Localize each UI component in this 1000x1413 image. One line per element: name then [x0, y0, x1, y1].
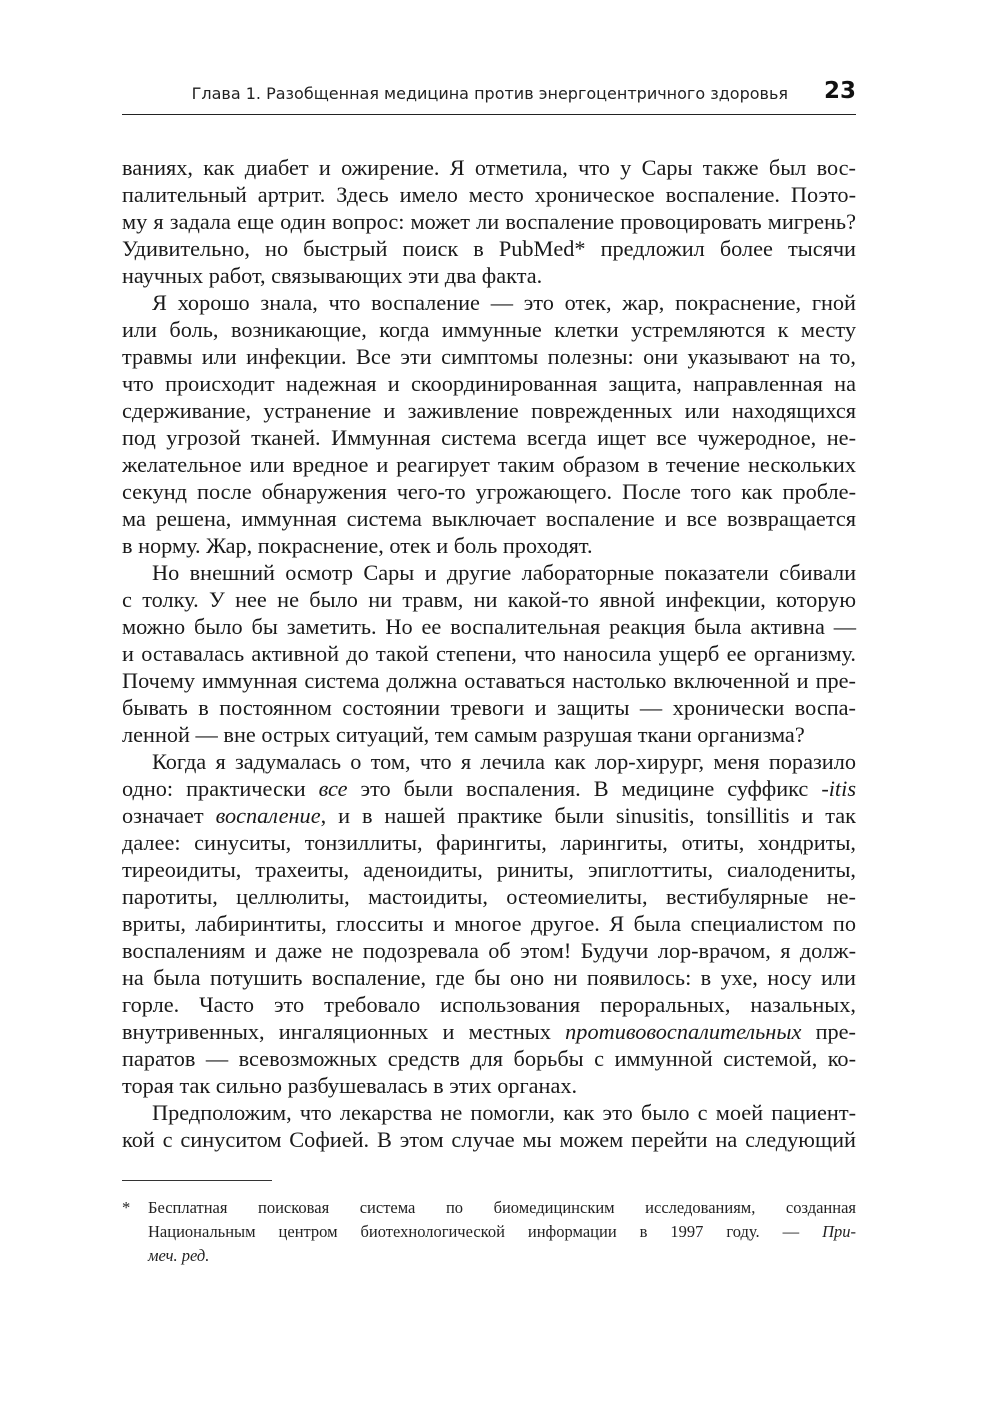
text-run: Бесплатная поисковая система по биомедицинским исследованиям, созданная: [148, 1198, 856, 1217]
text-run: ваниях, как диабет и ожирение. Я отметила, что у Сары также был вос-: [122, 155, 856, 180]
text-line: [122, 964, 856, 991]
italic-run: противовоспалительных: [565, 1019, 802, 1044]
text-line: [122, 937, 856, 964]
text-line: [122, 289, 856, 316]
text-line: [122, 235, 856, 262]
text-line: [122, 694, 856, 721]
text-line: [122, 748, 856, 775]
text-run: Но внешний осмотр Сары и другие лабораторные показатели сбивали: [152, 560, 856, 585]
text-line: [122, 370, 856, 397]
text-run: Удивительно, но быстрый поиск в PubMed* предложил более тысячи: [122, 236, 856, 261]
text-run: палительный артрит. Здесь имело место хроническое воспаление. Поэто-: [122, 182, 856, 207]
text-run: и оставалась активной до такой степени, что наносила ущерб ее организму.: [122, 641, 856, 666]
text-line: [122, 532, 856, 559]
text-run: вриты, лабиринтиты, глосситы и многое другое. Я была специалистом по: [122, 911, 856, 936]
text-line: [122, 721, 856, 748]
text-run: одно: практически: [122, 776, 319, 801]
text-run: сдерживание, устранение и заживление поврежденных или находящихся: [122, 398, 856, 423]
italic-run: все: [318, 776, 348, 801]
text-line: [122, 1126, 856, 1153]
text-run: торая так сильно разбушевалась в этих органах.: [122, 1073, 578, 1098]
text-run: ленной — вне острых ситуаций, тем самым разрушая ткани организма?: [122, 722, 805, 747]
text-run: далее: синуситы, тонзиллиты, фарингиты, ларингиты, отиты, хондриты,: [122, 830, 856, 855]
text-run: это были воспаления. В медицине суффикс: [347, 776, 822, 801]
text-line: [122, 910, 856, 937]
text-line: [122, 640, 856, 667]
footnote-line: [148, 1220, 856, 1244]
text-line: [122, 451, 856, 478]
footnote-mark: *: [122, 1198, 131, 1217]
text-line: [122, 991, 856, 1018]
text-line: [122, 154, 856, 181]
text-run: паратов — всевозможных средств для борьбы с иммунной системой, ко-: [122, 1046, 856, 1071]
text-run: Национальным центром биотехнологической информации в 1997 году. —: [148, 1222, 823, 1241]
footnote: [122, 1196, 856, 1268]
text-run: Предположим, что лекарства не помогли, как это было с моей пациент-: [152, 1100, 856, 1125]
text-run: или боль, возникающие, когда иммунные клетки устремляются к месту: [122, 317, 856, 342]
text-run: внутривенных, ингаляционных и местных: [122, 1019, 566, 1044]
text-run: на была потушить воспаление, где бы оно ни появилось: в ухе, носу или: [122, 965, 856, 990]
text-run: желательное или вредное и реагирует таким образом в течение нескольких: [122, 452, 856, 477]
text-line: [122, 424, 856, 451]
text-line: [122, 262, 856, 289]
italic-run: -itis: [821, 776, 856, 801]
footnote-line: [148, 1244, 856, 1268]
text-line: [122, 883, 856, 910]
main-text: [122, 154, 856, 1153]
text-run: горле. Часто это требовало использования пероральных, назальных,: [122, 992, 856, 1017]
text-run: с толку. У нее не было ни травм, ни какой-то явной инфекции, которую: [122, 587, 856, 612]
text-run: секунд после обнаружения чего-то угрожающего. После того как пробле-: [122, 479, 856, 504]
text-line: [122, 1099, 856, 1126]
text-run: травмы или инфекции. Все эти симптомы полезны: они указывают на то,: [122, 344, 856, 369]
footnote-line: [148, 1196, 856, 1220]
text-run: что происходит надежная и скоординированная защита, направленная на: [122, 371, 856, 396]
text-line: [122, 343, 856, 370]
chapter-title: Глава 1. Разобщенная медицина против энергоцентричного здоровья: [191, 84, 788, 103]
text-line: [122, 667, 856, 694]
running-header: [122, 80, 856, 115]
text-run: означает: [122, 803, 216, 828]
text-run: Когда я задумалась о том, что я лечила как лор-хирург, меня поразило: [152, 749, 856, 774]
text-run: бывать в постоянном состоянии тревоги и защиты — хронически воспа-: [122, 695, 856, 720]
text-line: [122, 397, 856, 424]
text-line: [122, 856, 856, 883]
text-run: Почему иммунная система должна оставаться настолько включенной и пре-: [122, 668, 856, 693]
text-run: тиреоидиты, трахеиты, аденоидиты, риниты, эпиглоттиты, сиалодениты,: [122, 857, 856, 882]
text-line: [122, 181, 856, 208]
text-line: [122, 478, 856, 505]
text-run: , и в нашей практике были sinusitis, tonsillitis и так: [320, 803, 856, 828]
text-line: [122, 613, 856, 640]
text-line: [122, 208, 856, 235]
text-run: в норму. Жар, покраснение, отек и боль проходят.: [122, 533, 593, 558]
text-line: [122, 1072, 856, 1099]
text-line: [122, 559, 856, 586]
text-line: [122, 829, 856, 856]
text-line: [122, 316, 856, 343]
text-run: под угрозой тканей. Иммунная система всегда ищет все чужеродное, не-: [122, 425, 856, 450]
text-run: Я хорошо знала, что воспаление — это отек, жар, покраснение, гной: [152, 290, 856, 315]
text-line: [122, 1018, 856, 1045]
text-run: пре-: [801, 1019, 856, 1044]
text-line: [122, 775, 856, 802]
italic-run: При-: [822, 1222, 856, 1241]
text-run: ма решена, иммунная система выключает воспаление и все возвращается: [122, 506, 856, 531]
italic-run: меч. ред.: [148, 1246, 210, 1265]
italic-run: воспаление: [215, 803, 321, 828]
text-run: воспалениям и даже не подозревала об этом! Будучи лор-врачом, я долж-: [122, 938, 856, 963]
text-line: [122, 505, 856, 532]
text-line: [122, 802, 856, 829]
footnote-divider: [122, 1180, 272, 1181]
text-line: [122, 586, 856, 613]
text-run: можно было бы заметить. Но ее воспалительная реакция была активна —: [122, 614, 856, 639]
page-number: 23: [823, 78, 856, 104]
text-run: му я задала еще один вопрос: может ли воспаление провоцировать мигрень?: [122, 209, 856, 234]
text-run: научных работ, связывающих эти два факта.: [122, 263, 543, 288]
text-run: кой с синуситом Софией. В этом случае мы можем перейти на следующий: [122, 1127, 856, 1152]
text-run: паротиты, целлюлиты, мастоидиты, остеомиелиты, вестибулярные не-: [122, 884, 856, 909]
text-line: [122, 1045, 856, 1072]
